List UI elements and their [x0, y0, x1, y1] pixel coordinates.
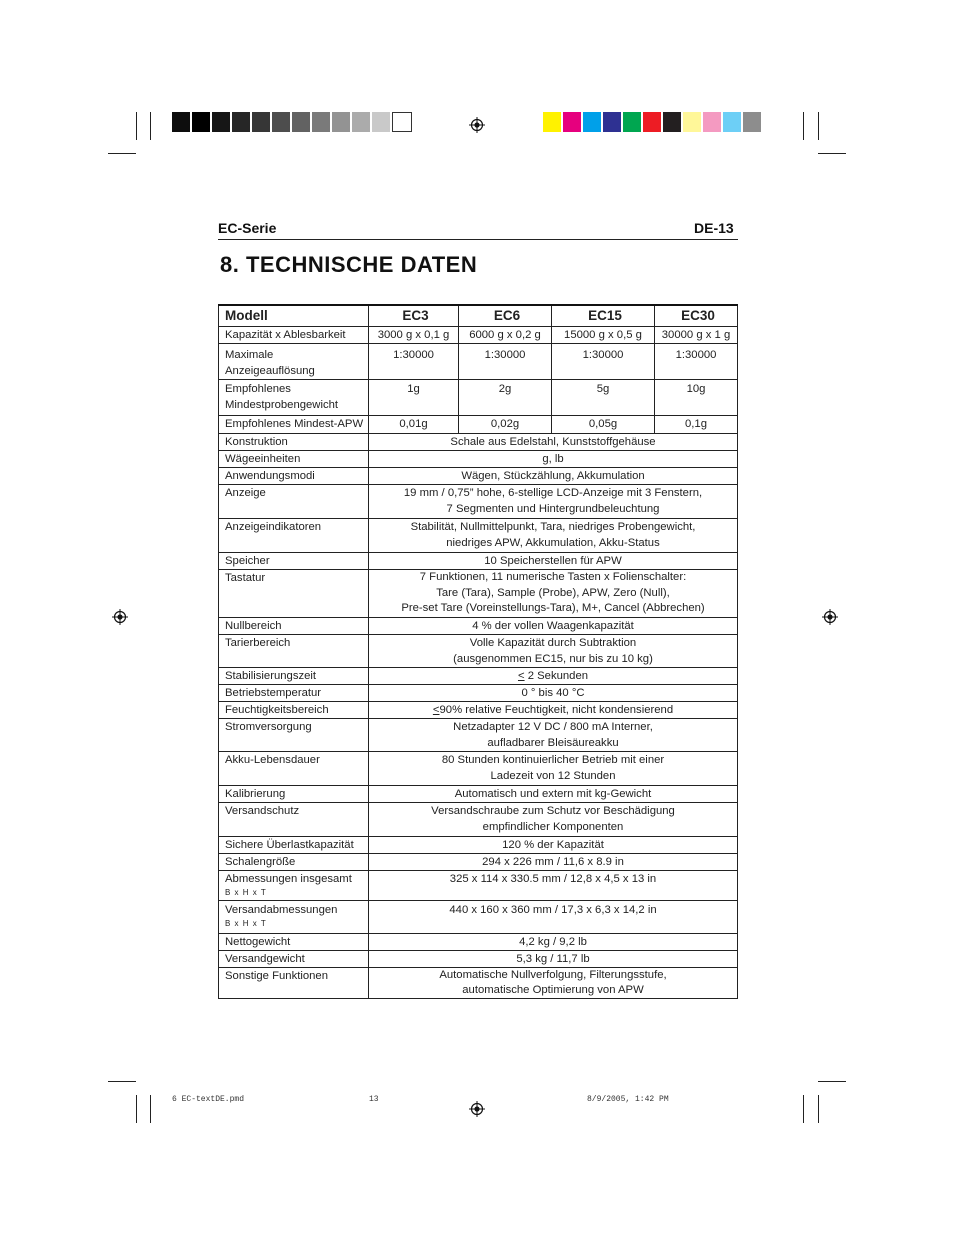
calibration-swatch: [352, 112, 372, 132]
row-label-line: Maximale: [225, 349, 274, 361]
footer-filename: 6 EC-textDE.pmd: [172, 1095, 245, 1104]
row-label: Stromversorgung: [219, 718, 369, 751]
row-label: [219, 380, 369, 416]
cell-value: 10g: [655, 380, 738, 416]
cell-value: [369, 519, 738, 553]
footer-timestamp: 8/9/2005, 1:42 PM: [587, 1095, 669, 1104]
row-label: Tastatur: [219, 570, 369, 618]
row-label-line: Empfohlenes: [225, 383, 291, 395]
column-header-ec30: EC30: [655, 305, 738, 327]
cell-value: g, lb: [369, 451, 738, 468]
crop-mark: [108, 153, 136, 154]
cell-value: 325 x 114 x 330.5 mm / 12,8 x 4,5 x 13 in: [369, 870, 738, 900]
table-row: [219, 380, 738, 416]
row-label: Versandgewicht: [219, 950, 369, 967]
row-label: Anzeige: [219, 485, 369, 519]
page-title: 8. TECHNISCHE DATEN: [220, 252, 478, 277]
table-row: [219, 900, 738, 933]
cell-value: 3000 g x 0,1 g: [369, 327, 459, 344]
cell-value: [369, 667, 738, 684]
column-header-ec15: EC15: [552, 305, 655, 327]
cell-line: Volle Kapazität durch Subtraktion: [469, 636, 637, 649]
row-label-sub: B x H x T: [225, 887, 267, 897]
table-row: [219, 485, 738, 519]
table-row: [219, 933, 738, 950]
table-row: [219, 617, 738, 634]
grayscale-calibration-strip: [172, 112, 412, 132]
cell-value: 294 x 226 mm / 11,6 x 8.9 in: [369, 853, 738, 870]
cell-line: 7 Segmenten und Hintergrundbeleuchtung: [446, 503, 660, 515]
running-header-page: DE-13: [694, 220, 734, 236]
cell-line: Automatische Nullverfolgung, Filterungsstufe,: [439, 968, 667, 981]
cell-line: aufladbarer Bleisäureakku: [487, 736, 619, 749]
table-row: [219, 468, 738, 485]
crop-mark: [818, 153, 846, 154]
row-label: Kalibrierung: [219, 785, 369, 802]
column-header-model: Modell: [219, 305, 369, 327]
row-label-line: Abmessungen insgesamt: [225, 872, 352, 885]
row-label: [219, 870, 369, 900]
calibration-swatch: [372, 112, 392, 132]
cell-line: automatische Optimierung von APW: [462, 983, 644, 996]
cell-line: empfindlicher Komponenten: [482, 820, 624, 833]
calibration-swatch: [192, 112, 212, 132]
cell-value: 15000 g x 0,5 g: [552, 327, 655, 344]
table-row: [219, 667, 738, 684]
row-label: Empfohlenes Mindest-APW: [219, 416, 369, 434]
cell-value: 120 % der Kapazität: [369, 836, 738, 853]
cell-line: Netzadapter 12 V DC / 800 mA Interner,: [453, 720, 653, 733]
row-label: Schalengröße: [219, 853, 369, 870]
table-row: [219, 751, 738, 785]
row-label: Anzeigeindikatoren: [219, 519, 369, 553]
table-row: [219, 327, 738, 344]
calibration-swatch: [172, 112, 192, 132]
registration-mark-icon: [112, 609, 128, 625]
row-label: Akku-Lebensdauer: [219, 751, 369, 785]
cell-value: Schale aus Edelstahl, Kunststoffgehäuse: [369, 434, 738, 451]
crop-mark: [108, 1081, 136, 1082]
cell-value: 0,02g: [459, 416, 552, 434]
table-row: [219, 802, 738, 836]
less-or-equal-symbol: <: [432, 703, 440, 716]
calibration-swatch: [603, 112, 623, 132]
calibration-swatch: [212, 112, 232, 132]
cell-line: Stabilität, Nullmittelpunkt, Tara, niedriges Probengewicht,: [410, 521, 696, 533]
cell-line: (ausgenommen EC15, nur bis zu 10 kg): [453, 652, 653, 665]
calibration-swatch: [703, 112, 723, 132]
registration-mark-icon: [469, 1101, 485, 1117]
cell-value: [369, 701, 738, 718]
cell-value: 6000 g x 0,2 g: [459, 327, 552, 344]
row-label: Tarierbereich: [219, 634, 369, 667]
cell-value: 1g: [369, 380, 459, 416]
registration-mark-icon: [469, 117, 485, 133]
cell-value: 0,05g: [552, 416, 655, 434]
cell-value: 0 ° bis 40 °C: [369, 684, 738, 701]
row-label: Sichere Überlastkapazität: [219, 836, 369, 853]
table-row: [219, 416, 738, 434]
table-row: [219, 434, 738, 451]
calibration-swatch: [683, 112, 703, 132]
column-header-ec6: EC6: [459, 305, 552, 327]
crop-mark: [818, 112, 819, 140]
table-row: [219, 451, 738, 468]
row-label: Feuchtigkeitsbereich: [219, 701, 369, 718]
cell-value: 0,1g: [655, 416, 738, 434]
row-label-sub: B x H x T: [225, 918, 267, 928]
cell-line: 80 Stunden kontinuierlicher Betrieb mit einer: [441, 753, 665, 766]
table-header-row: [219, 305, 738, 327]
cell-value: 0,01g: [369, 416, 459, 434]
crop-mark: [818, 1095, 819, 1123]
specifications-table: [218, 304, 738, 999]
cell-value: [369, 718, 738, 751]
table-row: [219, 344, 738, 380]
cell-line: 2 Sekunden: [524, 669, 589, 682]
row-label: Anwendungsmodi: [219, 468, 369, 485]
row-label: Wägeeinheiten: [219, 451, 369, 468]
calibration-swatch: [272, 112, 292, 132]
color-calibration-strip: [543, 112, 763, 132]
cell-line: Versandschraube zum Schutz vor Beschädigung: [431, 804, 675, 817]
cell-value: 10 Speicherstellen für APW: [369, 553, 738, 570]
registration-mark-icon: [822, 609, 838, 625]
cell-line: 19 mm / 0,75” hohe, 6-stellige LCD-Anzeige mit 3 Fenstern,: [403, 487, 703, 499]
row-label: Nullbereich: [219, 617, 369, 634]
table-row: [219, 634, 738, 667]
row-label: Stabilisierungszeit: [219, 667, 369, 684]
footer-page-number: 13: [369, 1095, 379, 1104]
calibration-swatch: [232, 112, 252, 132]
calibration-swatch: [292, 112, 312, 132]
calibration-swatch: [643, 112, 663, 132]
row-label: Versandschutz: [219, 802, 369, 836]
column-header-ec3: EC3: [369, 305, 459, 327]
table-row: [219, 870, 738, 900]
cell-value: 1:30000: [459, 344, 552, 380]
crop-mark: [136, 112, 137, 140]
row-label: Sonstige Funktionen: [219, 967, 369, 998]
calibration-swatch: [332, 112, 352, 132]
table-row: [219, 853, 738, 870]
cell-value: 5,3 kg / 11,7 lb: [369, 950, 738, 967]
calibration-swatch: [663, 112, 683, 132]
table-row: [219, 701, 738, 718]
cell-value: 4,2 kg / 9,2 lb: [369, 933, 738, 950]
table-row: [219, 967, 738, 998]
crop-mark: [136, 1095, 137, 1123]
cell-line: 90% relative Feuchtigkeit, nicht kondensierend: [439, 703, 674, 716]
table-row: [219, 553, 738, 570]
row-label-line: Anzeigeauflösung: [225, 365, 315, 377]
row-label: Nettogewicht: [219, 933, 369, 950]
cell-value: 5g: [552, 380, 655, 416]
cell-line: Ladezeit von 12 Stunden: [490, 769, 616, 782]
cell-line: niedriges APW, Akkumulation, Akku-Status: [446, 537, 660, 549]
cell-value: 30000 g x 1 g: [655, 327, 738, 344]
table-row: [219, 785, 738, 802]
cell-value: [369, 802, 738, 836]
cell-value: 1:30000: [552, 344, 655, 380]
row-label: Konstruktion: [219, 434, 369, 451]
running-header-series: EC-Serie: [218, 220, 277, 236]
cell-value: Automatisch und extern mit kg-Gewicht: [369, 785, 738, 802]
row-label: Speicher: [219, 553, 369, 570]
crop-mark: [150, 1095, 151, 1123]
cell-value: [369, 634, 738, 667]
table-row: [219, 519, 738, 553]
cell-value: 4 % der vollen Waagenkapazität: [369, 617, 738, 634]
calibration-swatch: [392, 112, 412, 132]
calibration-swatch: [563, 112, 583, 132]
header-rule: [218, 239, 738, 240]
crop-mark: [803, 112, 804, 140]
cell-value: [369, 570, 738, 618]
calibration-swatch: [543, 112, 563, 132]
cell-value: 1:30000: [655, 344, 738, 380]
row-label-line: Mindestprobengewicht: [225, 399, 339, 411]
table-row: [219, 718, 738, 751]
row-label: [219, 900, 369, 933]
table-row: [219, 950, 738, 967]
cell-value: [369, 485, 738, 519]
calibration-swatch: [583, 112, 603, 132]
cell-value: 2g: [459, 380, 552, 416]
cell-value: Wägen, Stückzählung, Akkumulation: [369, 468, 738, 485]
crop-mark: [818, 1081, 846, 1082]
calibration-swatch: [252, 112, 272, 132]
table-row: [219, 684, 738, 701]
crop-mark: [150, 112, 151, 140]
cell-value: 440 x 160 x 360 mm / 17,3 x 6,3 x 14,2 in: [369, 900, 738, 933]
crop-mark: [803, 1095, 804, 1123]
table-row: [219, 836, 738, 853]
table-row: [219, 570, 738, 618]
cell-value: 1:30000: [369, 344, 459, 380]
cell-line: 7 Funktionen, 11 numerische Tasten x Folienschalter:: [419, 571, 687, 583]
less-or-equal-symbol: <: [517, 669, 525, 682]
cell-line: Pre-set Tare (Voreinstellungs-Tara), M+, Cancel (Abbrechen): [401, 602, 705, 614]
row-label: Betriebstemperatur: [219, 684, 369, 701]
calibration-swatch: [743, 112, 763, 132]
row-label: Kapazität x Ablesbarkeit: [219, 327, 369, 344]
cell-line: Tare (Tara), Sample (Probe), APW, Zero (Null),: [436, 586, 670, 599]
row-label-line: Versandabmessungen: [225, 903, 338, 916]
calibration-swatch: [312, 112, 332, 132]
calibration-swatch: [723, 112, 743, 132]
cell-value: [369, 751, 738, 785]
calibration-swatch: [623, 112, 643, 132]
cell-value: [369, 967, 738, 998]
row-label: [219, 344, 369, 380]
